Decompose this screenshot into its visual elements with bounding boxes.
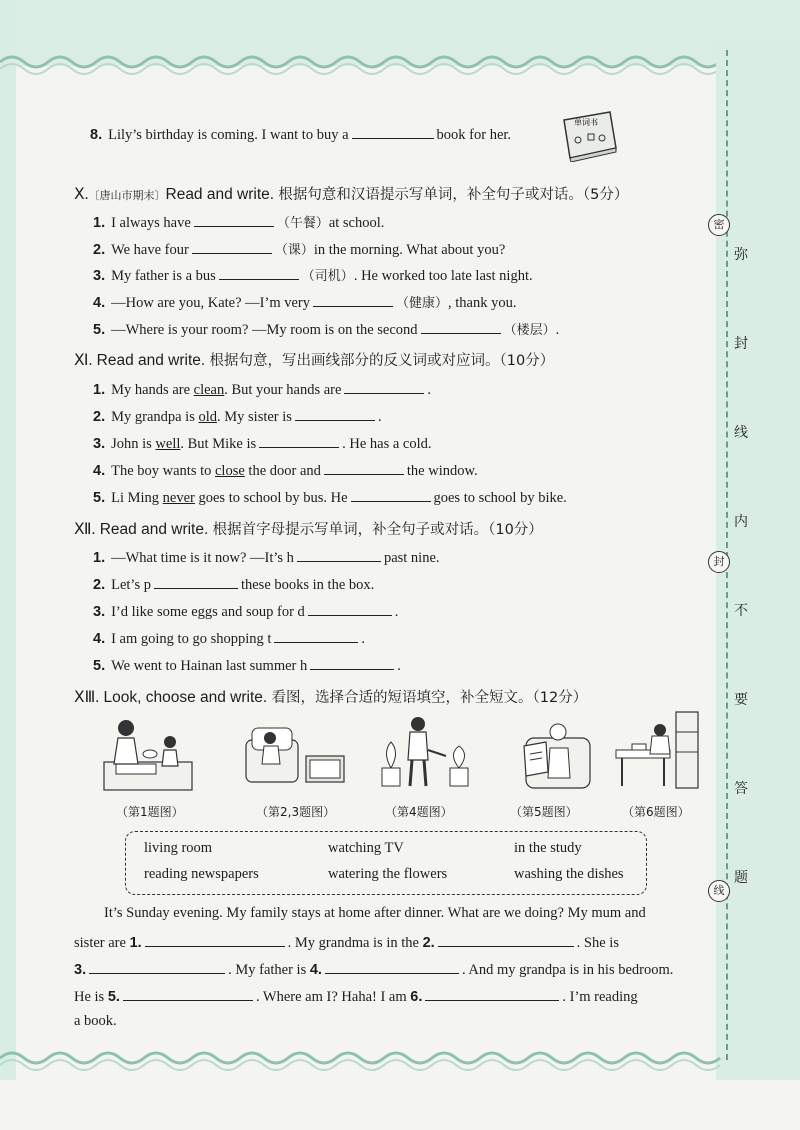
question-8: 8. Lily’s birthday is coming. I want to buy a book for her. [90, 124, 511, 144]
passage-line-5: a book. [74, 1013, 117, 1029]
answer-blank[interactable] [192, 239, 272, 254]
picture-watching-tv [240, 712, 350, 796]
word-option: washing the dishes [514, 866, 624, 882]
answer-blank[interactable] [325, 959, 459, 974]
caption-picture-5: （第5题图） [510, 805, 578, 819]
answer-blank[interactable] [154, 574, 238, 589]
section-xi-item-1: 1. My hands are clean. But your hands are . [93, 379, 431, 399]
side-char: 线 [734, 425, 748, 441]
section-xii-item-3: 3. I’d like some eggs and soup for d . [93, 601, 398, 621]
answer-blank[interactable] [145, 932, 285, 947]
top-wave-border [0, 48, 800, 82]
answer-blank[interactable] [274, 628, 358, 643]
section-xi-item-2: 2. My grandpa is old. My sister is . [93, 406, 382, 426]
side-char: 封 [734, 336, 748, 352]
answer-blank[interactable] [123, 986, 253, 1001]
section-x-item-3: 3. My father is a bus （司机）. He worked too late last night. [93, 265, 533, 285]
passage-line-4: He is 5. . Where am I? Haha! I am 6. . I’m reading [74, 986, 702, 1006]
caption-picture-6: （第6题图） [622, 805, 690, 819]
section-xi-heading: Ⅺ. Read and write. 根据句意，写出画线部分的反义词或对应词。（10分） [74, 352, 555, 369]
answer-blank[interactable] [310, 655, 394, 670]
passage-line-2: sister are 1. . My grandma is in the 2. . She is [74, 932, 702, 952]
book-label: 单词书 [574, 118, 598, 127]
side-char: 内 [734, 514, 748, 530]
seal-xian: 线 [708, 880, 730, 902]
section-xii-item-2: 2. Let’s p these books in the box. [93, 574, 374, 594]
answer-blank[interactable] [438, 932, 574, 947]
section-xii-item-1: 1. —What time is it now? —It’s h past nine. [93, 547, 440, 567]
answer-blank[interactable] [194, 212, 274, 227]
answer-blank[interactable] [351, 487, 431, 502]
word-book-icon [560, 108, 620, 162]
section-xi-item-4: 4. The boy wants to close the door and the window. [93, 460, 478, 480]
section-xi-item-3: 3. John is well. But Mike is . He has a cold. [93, 433, 432, 453]
word-option: watching TV [328, 840, 404, 856]
side-char: 不 [734, 603, 748, 619]
word-option: in the study [514, 840, 582, 856]
answer-blank[interactable] [219, 265, 299, 280]
caption-picture-1: （第1题图） [116, 805, 184, 819]
left-border [0, 0, 16, 1080]
section-x-heading: Ⅹ.〔唐山市期末〕Read and write. 根据句意和汉语提示写单词，补全句子或对话。（5分） [74, 186, 629, 203]
answer-blank[interactable] [344, 379, 424, 394]
side-char: 要 [734, 692, 748, 708]
word-option: living room [144, 840, 213, 856]
section-x-item-4: 4. —How are you, Kate? —I’m very （健康）, thank you. [93, 292, 516, 312]
answer-blank[interactable] [295, 406, 375, 421]
picture-in-the-study [612, 706, 704, 796]
bottom-wave-border [0, 1046, 800, 1076]
passage-line-1: It’s Sunday evening. My family stays at home after dinner. What are we doing? My mum and [104, 905, 646, 921]
section-xiii-heading: ⅩⅢ. Look, choose and write. 看图，选择合适的短语填空，补全短文。（12分） [74, 689, 588, 706]
caption-picture-4: （第4题图） [385, 805, 453, 819]
answer-blank[interactable] [324, 460, 404, 475]
answer-blank[interactable] [89, 959, 225, 974]
picture-washing-dishes [98, 712, 198, 796]
section-x-item-1: 1. I always have （午餐）at school. [93, 212, 384, 232]
section-x-item-2: 2. We have four （课）in the morning. What about you? [93, 239, 505, 259]
answer-blank[interactable] [425, 986, 559, 1001]
picture-watering-flowers [376, 712, 476, 796]
word-option: watering the flowers [328, 866, 448, 882]
section-xii-heading: Ⅻ. Read and write. 根据首字母提示写单词，补全句子或对话。（10分） [74, 521, 543, 538]
side-char: 题 [734, 870, 748, 886]
section-xii-item-5: 5. We went to Hainan last summer h . [93, 655, 401, 675]
seal-feng: 封 [708, 551, 730, 573]
picture-reading-newspapers [506, 712, 606, 796]
answer-blank[interactable] [313, 292, 393, 307]
answer-blank[interactable] [352, 124, 434, 139]
side-char: 答 [734, 781, 748, 797]
answer-blank[interactable] [308, 601, 392, 616]
section-x-item-5: 5. —Where is your room? —My room is on the second （楼层）. [93, 319, 559, 339]
answer-blank[interactable] [421, 319, 501, 334]
passage-line-3: 3. . My father is 4. . And my grandpa is in his bedroom. [74, 959, 702, 979]
section-xi-item-5: 5. Li Ming never goes to school by bus. He goes to school by bike. [93, 487, 567, 507]
answer-blank[interactable] [297, 547, 381, 562]
seal-mi: 密 [708, 214, 730, 236]
side-char: 弥 [734, 247, 748, 263]
caption-picture-2-3: （第2,3题图） [256, 805, 336, 819]
section-xii-item-4: 4. I am going to go shopping t . [93, 628, 365, 648]
answer-blank[interactable] [259, 433, 339, 448]
word-option: reading newspapers [144, 866, 259, 882]
